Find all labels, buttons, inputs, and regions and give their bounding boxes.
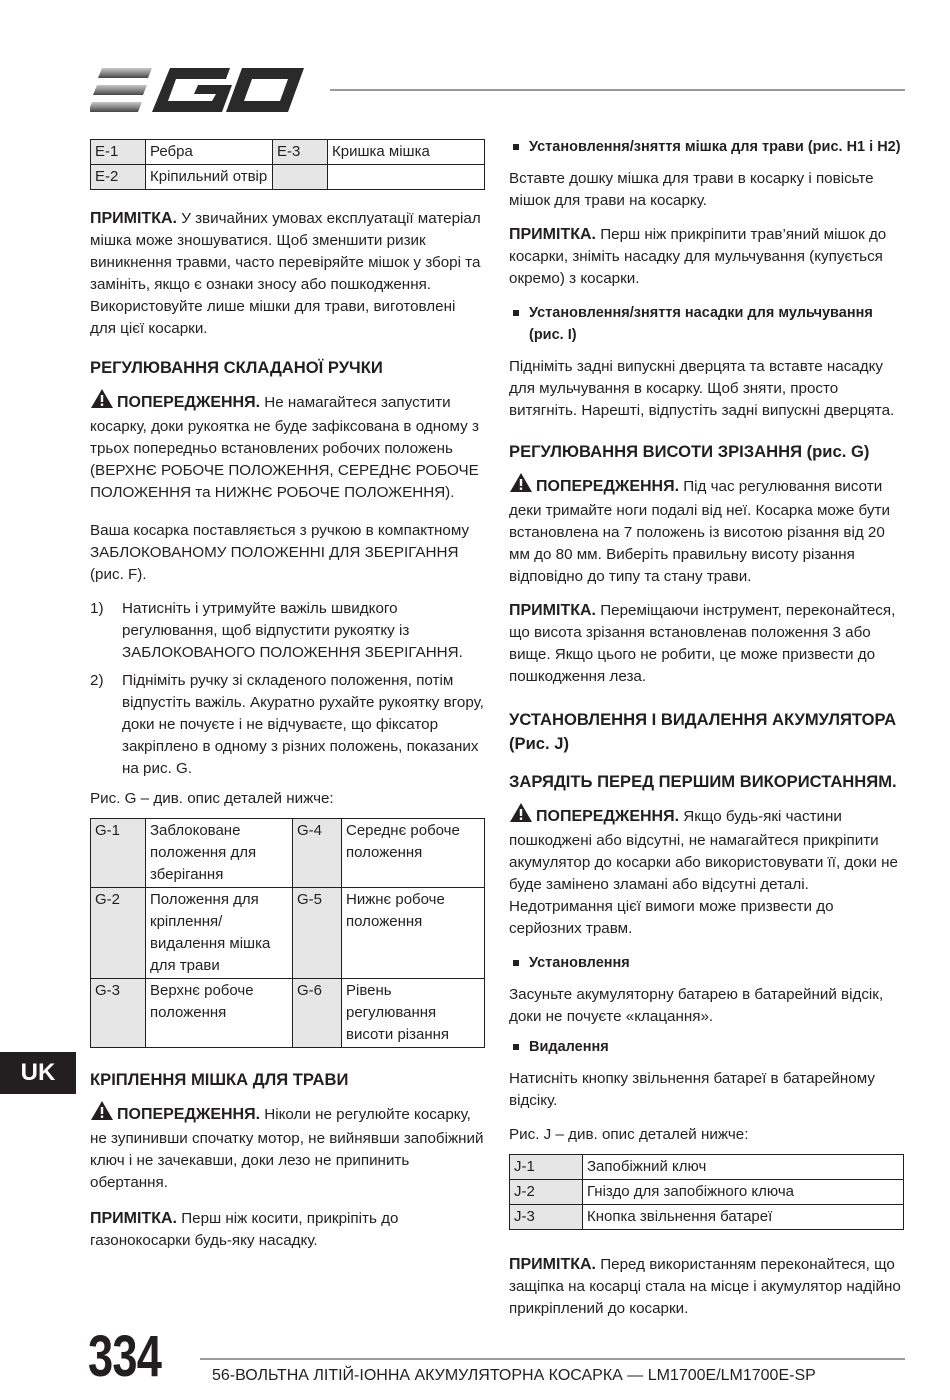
table-cell: G-6	[293, 979, 342, 1048]
table-row	[510, 1180, 904, 1205]
page-number: 334	[88, 1324, 162, 1389]
table-row	[510, 1205, 904, 1230]
ego-logo-icon	[90, 66, 310, 114]
table-cell: Ребра	[146, 140, 273, 165]
language-tab: UK	[0, 1052, 76, 1094]
footer-rule	[200, 1358, 905, 1360]
footer-title: 56-ВОЛЬТНА ЛІТІЙ-ІОННА АКУМУЛЯТОРНА КОСАРКА — LM1700E/LM1700E-SP	[212, 1367, 816, 1384]
warning-text: Ніколи не регулюйте косарку, не зупинивши спочатку мотор, не вийнявши запобіжний ключ і не зачекавши, доки лезо не припинить обертання.	[90, 1106, 484, 1191]
table-cell: G-3	[91, 979, 146, 1048]
warning-label: ПОПЕРЕДЖЕННЯ.	[117, 1106, 261, 1123]
section-heading: КРІПЛЕННЯ МІШКА ДЛЯ ТРАВИ	[90, 1070, 349, 1089]
table-cell: Заблоковане положення для зберігання	[146, 819, 293, 888]
bullet-heading: Видалення	[509, 1036, 904, 1058]
table-cell: Кришка мішка	[328, 140, 485, 165]
left-column	[90, 139, 485, 1264]
table-cell	[328, 165, 485, 190]
section-heading: ЗАРЯДІТЬ ПЕРЕД ПЕРШИМ ВИКОРИСТАННЯМ.	[509, 772, 897, 791]
table-cell: Верхнє робоче положення	[146, 979, 293, 1048]
table-cell	[273, 165, 328, 190]
warning-paragraph	[90, 388, 485, 504]
warning-text: Не намагайтеся запустити косарку, доки рукоятка не буде зафіксована в одному з трьох попередньо встановлених робочих положень (ВЕРХНЄ РОБОЧЕ ПОЛОЖЕННЯ, СЕРЕДНЄ РОБОЧЕ ПОЛОЖЕННЯ та НИЖНЄ РОБОЧЕ ПОЛОЖЕННЯ).	[90, 394, 479, 501]
figure-caption: Рис. J – див. опис деталей нижче:	[509, 1126, 749, 1143]
warning-paragraph	[509, 802, 904, 940]
warning-triangle-icon	[509, 802, 533, 830]
step-text: Підніміть ручку зі складеного положення, потім відпустіть важіль. Акуратно рухайте рукоятку вгору, доки не почуєте і не відчуваєте, що фіксатор закріплено в одному з різних положень, показаних на рис. G.	[122, 672, 484, 777]
table-cell: E-2	[91, 165, 146, 190]
table-row	[91, 819, 485, 888]
table-cell: Кріпильний отвір	[146, 165, 273, 190]
note-text: Переміщаючи інструмент, переконайтеся, що висота зрізання встановленав положення 3 або вище. Якщо цього не робити, це може призвести до пошкодження леза.	[509, 602, 896, 685]
warning-triangle-icon	[509, 472, 533, 500]
bullet-heading: Установлення/зняття мішка для трави (рис. H1 і H2)	[509, 136, 904, 158]
note-paragraph	[90, 1208, 485, 1252]
paragraph: Натисніть кнопку звільнення батареї в батарейному відсіку.	[509, 1070, 875, 1109]
section-heading: РЕГУЛЮВАННЯ СКЛАДАНОЇ РУЧКИ	[90, 358, 383, 377]
table-row	[91, 165, 485, 190]
bullet-heading: Установлення/зняття насадки для мульчування (рис. I)	[509, 302, 904, 346]
table-row	[91, 140, 485, 165]
note-label: ПРИМІТКА.	[90, 210, 177, 227]
warning-paragraph	[509, 472, 904, 588]
parts-table-j	[509, 1154, 904, 1230]
section-heading: РЕГУЛЮВАННЯ ВИСОТИ ЗРІЗАННЯ (рис. G)	[509, 442, 870, 461]
table-cell: Положення для кріплення/ видалення мішка для трави	[146, 888, 293, 979]
table-cell: G-5	[293, 888, 342, 979]
list-item	[90, 670, 485, 780]
warning-paragraph	[90, 1100, 485, 1194]
list-item	[90, 598, 485, 664]
paragraph: Підніміть задні випускні дверцята та вставте насадку для мульчування в косарку. Щоб зняти, просто витягніть. Нарешті, відпустіть задні випускні дверцята.	[509, 358, 895, 419]
right-column	[509, 136, 904, 1332]
figure-caption: Рис. G – див. опис деталей нижче:	[90, 790, 334, 807]
note-text: Перш ніж косити, прикріпіть до газонокосарки будь-яку насадку.	[90, 1210, 399, 1249]
note-label: ПРИМІТКА.	[509, 226, 596, 243]
paragraph: Вставте дошку мішка для трави в косарку і повісьте мішок для трави на косарку.	[509, 170, 874, 209]
step-text: Натисніть і утримуйте важіль швидкого регулювання, щоб відпустити рукоятку із ЗАБЛОКОВАНОГО ПОЛОЖЕННЯ ЗБЕРІГАННЯ.	[122, 600, 463, 661]
table-cell: G-4	[293, 819, 342, 888]
table-cell: G-1	[91, 819, 146, 888]
brand-logo	[90, 66, 310, 114]
table-row	[91, 888, 485, 979]
step-number: 1)	[90, 600, 104, 617]
warning-label: ПОПЕРЕДЖЕННЯ.	[117, 394, 261, 411]
table-cell: J-2	[510, 1180, 583, 1205]
table-row	[91, 979, 485, 1048]
paragraph: Засуньте акумуляторну батарею в батарейний відсік, доки не почуєте «клацання».	[509, 986, 884, 1025]
table-cell: J-1	[510, 1155, 583, 1180]
table-cell: J-3	[510, 1205, 583, 1230]
note-label: ПРИМІТКА.	[509, 602, 596, 619]
note-paragraph	[509, 600, 904, 688]
table-cell: Рівень регулювання висоти різання	[342, 979, 485, 1048]
table-cell: G-2	[91, 888, 146, 979]
paragraph: Ваша косарка поставляється з ручкою в компактному ЗАБЛОКОВАНОМУ ПОЛОЖЕННІ ДЛЯ ЗБЕРІГАННЯ (рис. F).	[90, 522, 470, 583]
table-cell: Гніздо для запобіжного ключа	[583, 1180, 904, 1205]
table-cell: Нижнє робоче положення	[342, 888, 485, 979]
warning-label: ПОПЕРЕДЖЕННЯ.	[536, 478, 680, 495]
note-paragraph	[509, 224, 904, 290]
note-text: У звичайних умовах експлуатації матеріал мішка може зношуватися. Щоб зменшити ризик виникнення травми, часто перевіряйте мішок у зборі та замініть, якщо є ознаки зносу або пошкодження. Використовуйте лише мішки для трави, виготовлені для цієї косарки.	[90, 210, 481, 337]
note-paragraph	[90, 208, 485, 340]
warning-triangle-icon	[90, 388, 114, 416]
header-rule	[330, 89, 905, 91]
warning-text: Якщо будь-які частини пошкоджені або відсутні, не намагайтеся прикріпити акумулятор до косарки або використовувати її, доки не буде замінено зламані або відсутні деталі. Недотримання цієї вимоги може призвести до серйозних травм.	[509, 808, 898, 937]
parts-table-g	[90, 818, 485, 1048]
step-number: 2)	[90, 672, 104, 689]
note-label: ПРИМІТКА.	[509, 1256, 596, 1273]
note-text: Перш ніж прикріпити трав’яний мішок до косарки, зніміть насадку для мульчування (купується окремо) з косарки.	[509, 226, 887, 287]
steps-list	[90, 598, 485, 780]
section-heading: УСТАНОВЛЕННЯ І ВИДАЛЕННЯ АКУМУЛЯТОРА (Рис. J)	[509, 710, 897, 753]
note-paragraph	[509, 1254, 904, 1320]
table-cell: E-1	[91, 140, 146, 165]
table-cell: Середнє робоче положення	[342, 819, 485, 888]
warning-label: ПОПЕРЕДЖЕННЯ.	[536, 808, 680, 825]
table-cell: E-3	[273, 140, 328, 165]
table-cell: Запобіжний ключ	[583, 1155, 904, 1180]
parts-table-e	[90, 139, 485, 190]
table-row	[510, 1155, 904, 1180]
note-label: ПРИМІТКА.	[90, 1210, 177, 1227]
bullet-heading: Установлення	[509, 952, 904, 974]
warning-triangle-icon	[90, 1100, 114, 1128]
warning-text: Під час регулювання висоти деки тримайте ноги подалі від неї. Косарка може бути встановлена на 7 положень із висотою різання від 20 мм до 80 мм. Виберіть правильну висоту різання відповідно до типу та стану трави.	[509, 478, 890, 585]
note-text: Перед використанням переконайтеся, що защіпка на косарці стала на місце і акумулятор надійно прикріплений до косарки.	[509, 1256, 901, 1317]
table-cell: Кнопка звільнення батареї	[583, 1205, 904, 1230]
